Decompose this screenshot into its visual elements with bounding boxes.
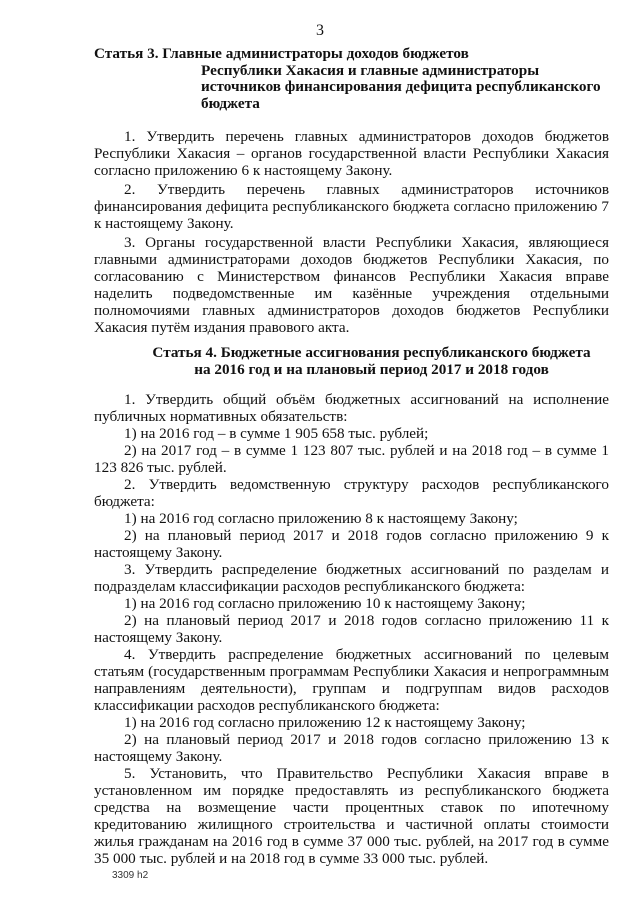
article-4-paragraph: 3. Утвердить распределение бюджетных ассигнований по разделам и подразделам классификации расходов республиканского бюджета: — [94, 561, 609, 595]
article-3-paragraph: 3. Органы государственной власти Республики Хакасия, являющиеся главными администраторами доходов бюджетов Республики Хакасия, по согласованию с Министерством финансов Республики Хакасия вправе наделить подведомственные им казённые учреждения отдельными полномочиями главных администраторов доходов бюджетов Республики Хакасия путём издания правового акта. — [94, 234, 609, 336]
article-4-title-line1: Статья 4. Бюджетные ассигнования республиканского бюджета — [152, 344, 591, 361]
article-4-paragraph: 2) на плановый период 2017 и 2018 годов согласно приложению 13 к настоящему Закону. — [94, 731, 609, 765]
document-code: 3309 h2 — [112, 870, 149, 881]
article-4 — [94, 344, 609, 867]
article-3-title-rest: Республики Хакасия и главные администраторы источников финансирования дефицита республиканского бюджета — [201, 61, 601, 112]
article-4-title-line2: на 2016 год и на плановый период 2017 и 2018 годов — [194, 361, 549, 378]
article-3-paragraph: 1. Утвердить перечень главных администраторов доходов бюджетов Республики Хакасия – органов государственной власти Республики Хакасия согласно приложению 6 к настоящему Закону. — [94, 128, 609, 179]
article-4-paragraph: 2) на 2017 год – в сумме 1 123 807 тыс. рублей и на 2018 год – в сумме 1 123 826 тыс. рублей. — [94, 442, 609, 476]
article-4-paragraph: 1) на 2016 год согласно приложению 10 к настоящему Закону; — [124, 595, 526, 612]
article-3-title-line1: Статья 3. Главные администраторы доходов бюджетов — [94, 45, 469, 62]
article-4-paragraph: 1. Утвердить общий объём бюджетных ассигнований на исполнение публичных нормативных обязательств: — [94, 391, 609, 425]
article-3 — [94, 46, 609, 336]
page-number: 3 — [316, 22, 324, 39]
article-4-paragraph: 5. Установить, что Правительство Республики Хакасия вправе в установленном им порядке предоставлять из республиканского бюджета средства на возмещение части процентных ставок по ипотечному кредитованию жилищного строительства и частичной оплаты стоимости жилья гражданам на 2016 год в сумме 37 000 тыс. рублей, на 2017 год в сумме 35 000 тыс. рублей и на 2018 год в сумме 33 000 тыс. рублей. — [94, 765, 609, 867]
article-3-heading — [94, 46, 609, 112]
article-4-heading — [94, 344, 609, 378]
article-4-paragraph: 2) на плановый период 2017 и 2018 годов согласно приложению 9 к настоящему Закону. — [94, 527, 609, 561]
article-3-paragraph: 2. Утвердить перечень главных администраторов источников финансирования дефицита республиканского бюджета согласно приложению 7 к настоящему Закону. — [94, 181, 609, 232]
article-4-paragraph: 1) на 2016 год согласно приложению 12 к настоящему Закону; — [124, 714, 526, 731]
article-4-paragraph: 4. Утвердить распределение бюджетных ассигнований по целевым статьям (государственным программам Республики Хакасия и непрограммным направлениям деятельности), группам и подгруппам видов расходов классификации расходов республиканского бюджета: — [94, 646, 609, 714]
article-4-paragraph: 1) на 2016 год согласно приложению 8 к настоящему Закону; — [124, 510, 518, 527]
article-4-paragraph: 1) на 2016 год – в сумме 1 905 658 тыс. рублей; — [124, 425, 429, 442]
article-4-paragraph: 2) на плановый период 2017 и 2018 годов согласно приложению 11 к настоящему Закону. — [94, 612, 609, 646]
article-4-paragraph: 2. Утвердить ведомственную структуру расходов республиканского бюджета: — [94, 476, 609, 510]
